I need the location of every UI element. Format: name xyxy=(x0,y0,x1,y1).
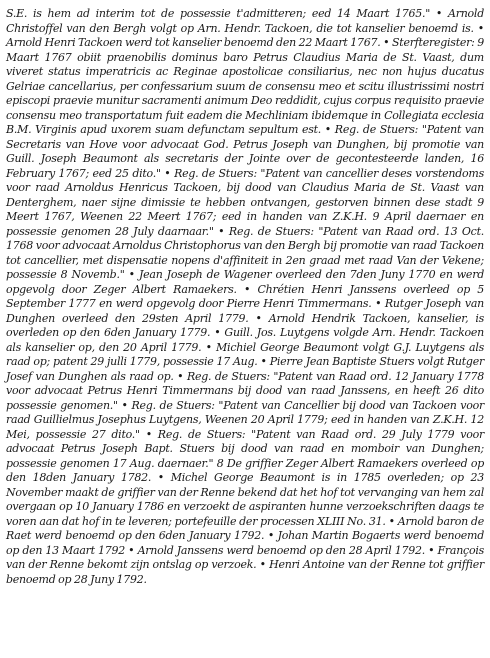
document-body-text: S.E. is hem ad interim tot de possessie t'admitteren; eed 14 Maart 1765." • Arnold Christoffel van den Bergh volgt op Arn. Hendr. Tackoen, die tot kanselier benoemd is. • Arnold Henri Tackoen werd tot kanselier benoemd den 22 Maart 1767. • Sterfteregister: 9 Maart 1767 obiit praenobilis dominus baro Petrus Claudius Maria de St. Vaast, dum viveret status imperatricis ac Reginae apostolicae consiliarius, nec non hujus ducatus Gelriae cancellarius, per confessarium suum de consensu meo et scitu illustrissimi nostri episcopi praevie munitur sacramenti animum Deo reddidit, cujus corpus requisito praevie consensu meo transportatum fuit eadem die Mechliniam ibidemque in Collegiata ecclesia B.M. Virginis apud uxorem suam defunctam sepultum est. • Reg. de Stuers: "Patent van Secretaris van Hove voor advocaat God. Petrus Joseph van Dunghen, bij promotie van Guill. Joseph Beaumont als secretaris der Jointe over de gecontesteerde landen, 16 February 1767; eed 25 dito." • Reg. de Stuers: "Patent van cancellier deses vorstendoms voor raad Arnoldus Henricus Tackoen, bij dood van Claudius Maria de St. Vaast van Denterghem, naer sijne dimissie te hebben ontvangen, gestorven binnen dese stadt 9 Meert 1767, Weenen 22 Meert 1767; eed in handen van Z.K.H. 9 April daernaer en possessie genomen 28 July daarnaar." • Reg. de Stuers: "Patent van Raad ord. 13 Oct. 1768 voor advocaat Arnoldus Christophorus van den Bergh bij promotie van raad Tackoen tot cancellier, met dispensatie nopens d'affiniteit in 2en graad met raad Van der Vekene; possessie 8 Novemb." • Jean Joseph de Wagener overleed den 7den Juny 1770 en werd opgevolg door Zeger Albert Ramaekers. • Chrétien Henri Janssens overleed op 5 September 1777 en werd opgevolg door Pierre Henri Timmermans. • Rutger Joseph van Dunghen overleed den 29sten April 1779. • Arnold Hendrik Tackoen, kanselier, is overleden op den 6den January 1779. • Guill. Jos. Luytgens volgde Arn. Hendr. Tackoen als kanselier op, den 20 April 1779. • Michiel George Beaumont volgt G.J. Luytgens als raad op; patent 29 julli 1779, possessie 17 Aug. • Pierre Jean Baptiste Stuers volgt Rutger Josef van Dunghen als raad op. • Reg. de Stuers: "Patent van Raad ord. 12 January 1778 voor advocaat Petrus Henri Timmermans bij dood van raad Janssens, en heeft 26 dito possessie genomen." • Reg. de Stuers: "Patent van Cancellier bij dood van Tackoen voor raad Guillielmus Josephus Luytgens, Weenen 20 April 1779; eed in handen van Z.K.H. 12 Mei, possessie 27 dito." • Reg. de Stuers: "Patent van Raad ord. 29 July 1779 voor advocaat Petrus Joseph Bapt. Stuers bij dood van raad en momboir van Dunghen; possessie genomen 17 Aug. daernaer." 8 De griffier Zeger Albert Ramaekers overleed op den 18den January 1782. • Michel George Beaumont is in 1785 overleden; op 23 November maakt de griffier van der Renne bekend dat het hof tot vervanging van hem zal overgaan op 10 January 1786 en verzoekt de aspiranten hunne verzoekschriften daags te voren aan dat hof in te leveren; portefeuille der processen XLIII No. 31. • Arnold baron de Raet werd benoemd op den 6den January 1792. • Johan Martin Bogaerts werd benoemd op den 13 Maart 1792 • Arnold Janssens werd benoemd op den 28 April 1792. • François van der Renne bekomt zijn ontslag op verzoek. • Henri Antoine van der Renne tot griffier benoemd op 28 Juny 1792. xyxy=(6,7,484,586)
